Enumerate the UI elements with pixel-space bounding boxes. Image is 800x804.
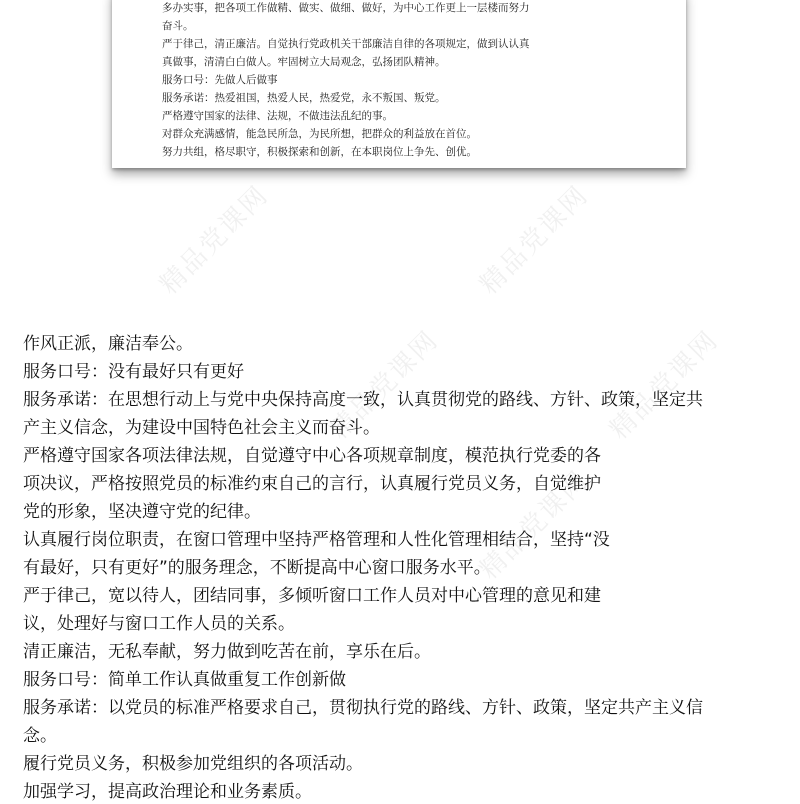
watermark: 精品党课网 xyxy=(324,325,445,446)
document-line: 履行党员义务，积极参加党组织的各项活动。 xyxy=(23,754,363,774)
document-line: 服务口号：没有最好只有更好 xyxy=(23,362,244,382)
document-line: 党的形象，坚决遵守党的纪律。 xyxy=(23,502,261,522)
document-line: 服务口号：简单工作认真做重复工作创新做 xyxy=(23,670,346,690)
preview-line: 严于律己，清正廉洁。自觉执行党政机关干部廉洁自律的各项规定，做到认认真 xyxy=(162,38,530,50)
watermark: 精品党课网 xyxy=(474,465,595,586)
preview-line: 奋斗。 xyxy=(162,20,194,32)
document-line: 作风正派，廉洁奉公。 xyxy=(23,334,193,354)
document-line: 服务承诺：以党员的标准严格要求自己，贯彻执行党的路线、方针、政策，坚定共产主义信 xyxy=(23,698,703,718)
document-line: 严于律己，宽以待人，团结同事，多倾听窗口工作人员对中心管理的意见和建 xyxy=(23,586,601,606)
document-line: 认真履行岗位职责，在窗口管理中坚持严格管理和人性化管理相结合，坚持“没 xyxy=(23,530,610,550)
document-line: 念。 xyxy=(23,726,57,746)
preview-line: 严格遵守国家的法律、法规，不做违法乱纪的事。 xyxy=(162,110,393,122)
document-line: 严格遵守国家各项法律法规，自觉遵守中心各项规章制度，模范执行党委的各 xyxy=(23,446,601,466)
document-line: 项决议，严格按照党员的标准约束自己的言行，认真履行党员义务，自觉维护 xyxy=(23,474,601,494)
document-line: 服务承诺：在思想行动上与党中央保持高度一致，认真贯彻党的路线、方针、政策，坚定共 xyxy=(23,390,703,410)
watermark: 精品党课网 xyxy=(604,325,725,446)
document-line: 清正廉洁，无私奉献，努力做到吃苦在前，享乐在后。 xyxy=(23,642,431,662)
document-preview-card xyxy=(112,0,686,168)
document-line: 产主义信念，为建设中国特色社会主义而奋斗。 xyxy=(23,418,380,438)
preview-line: 服务口号：先做人后做事 xyxy=(162,74,278,86)
preview-line: 多办实事，把各项工作做精、做实、做细、做好，为中心工作更上一层楼而努力 xyxy=(162,2,530,14)
document-line: 有最好，只有更好”的服务理念，不断提高中心窗口服务水平。 xyxy=(23,558,491,578)
preview-line: 对群众充满感情，能急民所急，为民所想，把群众的利益放在首位。 xyxy=(162,128,477,140)
watermark: 精品党课网 xyxy=(474,180,595,301)
preview-line: 服务承诺：热爱祖国，热爱人民，热爱党，永不叛国、叛党。 xyxy=(162,92,446,104)
document-line: 议，处理好与窗口工作人员的关系。 xyxy=(23,614,295,634)
watermark: 精品党课网 xyxy=(154,180,275,301)
preview-line: 真做事，清清白白做人。牢固树立大局观念，弘扬团队精神。 xyxy=(162,56,446,68)
preview-line: 努力共组，格尽职守，积极探索和创新，在本职岗位上争先、创优。 xyxy=(162,146,477,158)
document-line: 加强学习，提高政治理论和业务素质。 xyxy=(23,782,312,802)
